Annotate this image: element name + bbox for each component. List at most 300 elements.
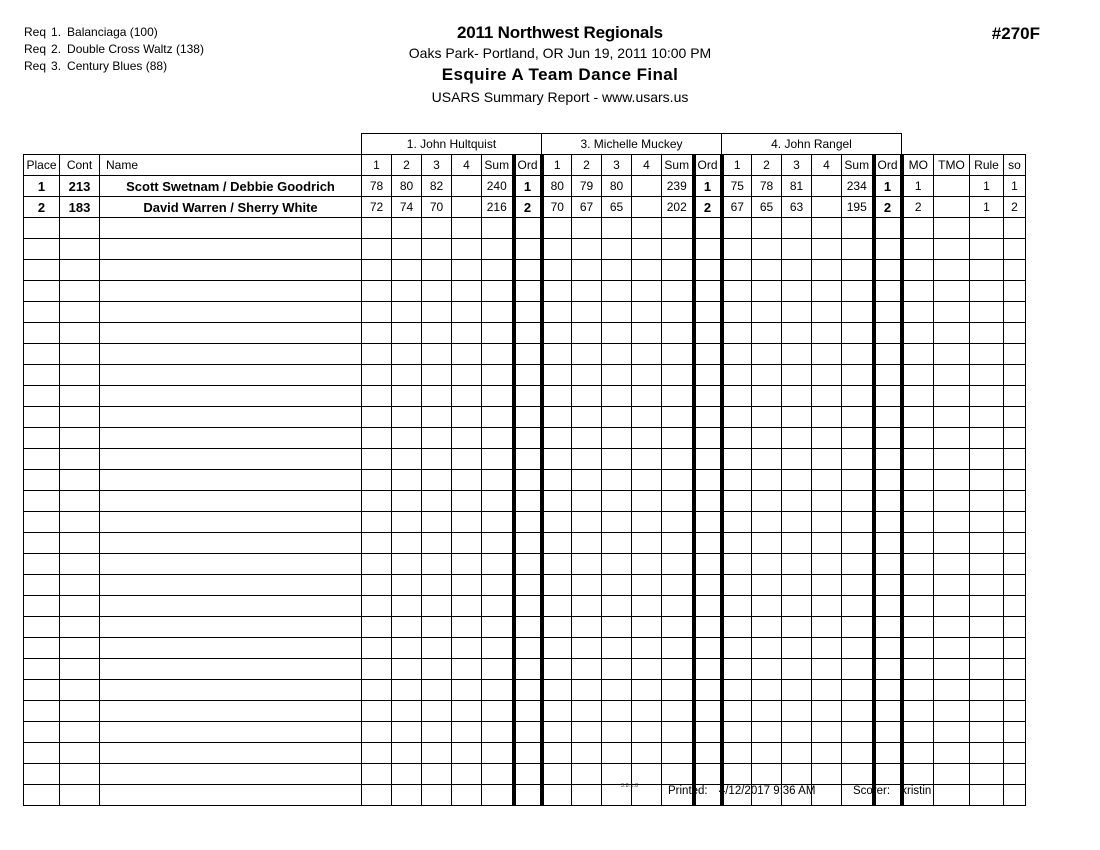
cell-empty <box>542 323 572 344</box>
cell-empty <box>722 218 752 239</box>
column-header-j3-3: 3 <box>782 155 812 176</box>
cell-empty <box>362 407 392 428</box>
cell-empty <box>934 281 970 302</box>
cell-empty <box>782 533 812 554</box>
cell-empty <box>782 218 812 239</box>
cell-empty <box>482 428 514 449</box>
cell-empty <box>362 764 392 785</box>
cell-empty <box>782 680 812 701</box>
cell-cont: 213 <box>60 176 100 197</box>
cell-empty <box>694 260 722 281</box>
cell-empty <box>632 449 662 470</box>
cell-empty <box>874 239 902 260</box>
cell-empty <box>60 386 100 407</box>
cell-empty <box>722 470 752 491</box>
cell-empty <box>902 638 934 659</box>
cell-empty <box>632 638 662 659</box>
cell-j2-s3: 80 <box>602 176 632 197</box>
cell-empty <box>362 449 392 470</box>
cell-empty <box>662 470 694 491</box>
cell-empty <box>902 239 934 260</box>
cell-empty <box>482 323 514 344</box>
cell-empty <box>632 596 662 617</box>
cell-empty <box>602 449 632 470</box>
cell-empty <box>752 701 782 722</box>
cell-empty <box>602 512 632 533</box>
cell-empty <box>970 701 1004 722</box>
requirement-name: Century Blues (88) <box>67 59 168 73</box>
cell-empty <box>392 323 422 344</box>
cell-empty <box>542 365 572 386</box>
cell-empty <box>362 365 392 386</box>
cell-empty <box>842 617 874 638</box>
cell-empty <box>874 449 902 470</box>
version-stamp: 3.8.1.8 <box>621 783 639 789</box>
cell-empty <box>970 344 1004 365</box>
cell-empty <box>694 491 722 512</box>
cell-j2-ord: 1 <box>694 176 722 197</box>
cell-empty <box>60 323 100 344</box>
cell-empty <box>422 491 452 512</box>
cell-empty <box>934 260 970 281</box>
cell-empty <box>934 575 970 596</box>
cell-empty <box>782 281 812 302</box>
cell-empty <box>694 281 722 302</box>
column-header-rule: Rule <box>970 155 1004 176</box>
cell-empty <box>422 659 452 680</box>
cell-empty <box>514 554 542 575</box>
cell-empty <box>60 428 100 449</box>
cell-empty <box>934 239 970 260</box>
cell-empty <box>602 428 632 449</box>
cell-empty <box>602 659 632 680</box>
score-table <box>23 133 1026 806</box>
cell-empty <box>662 239 694 260</box>
event-title: Esquire A Team Dance Final <box>441 65 679 84</box>
cell-empty <box>632 491 662 512</box>
cell-empty <box>482 386 514 407</box>
cell-empty <box>970 386 1004 407</box>
report-source-line: USARS Summary Report - www.usars.us <box>431 89 689 105</box>
cell-empty <box>722 659 752 680</box>
cell-empty <box>812 428 842 449</box>
cell-empty <box>662 218 694 239</box>
cell-empty <box>812 701 842 722</box>
cell-empty <box>632 323 662 344</box>
cell-empty <box>392 764 422 785</box>
cell-empty <box>452 386 482 407</box>
cell-j1-ord: 1 <box>514 176 542 197</box>
table-row <box>24 197 1026 218</box>
cell-empty <box>24 365 60 386</box>
cell-empty <box>572 638 602 659</box>
column-header-j2-sum: Sum <box>662 155 694 176</box>
cell-empty <box>874 386 902 407</box>
cell-empty <box>1004 344 1026 365</box>
cell-empty <box>1004 218 1026 239</box>
cell-empty <box>452 785 482 806</box>
cell-empty <box>100 533 362 554</box>
cell-empty <box>1004 575 1026 596</box>
cell-empty <box>514 617 542 638</box>
cell-empty <box>722 701 752 722</box>
venue-line: Oaks Park- Portland, OR Jun 19, 2011 10:00 PM <box>408 45 712 61</box>
cell-empty <box>842 344 874 365</box>
cell-empty <box>422 344 452 365</box>
cell-empty <box>632 428 662 449</box>
cell-empty <box>970 365 1004 386</box>
judge-header-2: 3. Michelle Muckey <box>542 134 722 155</box>
cell-empty <box>902 365 934 386</box>
cell-empty <box>100 743 362 764</box>
cell-empty <box>24 260 60 281</box>
judge-band-spacer <box>24 134 362 155</box>
cell-empty <box>934 491 970 512</box>
cell-empty <box>694 743 722 764</box>
table-row-empty <box>24 575 1026 596</box>
cell-empty <box>694 512 722 533</box>
cell-empty <box>632 722 662 743</box>
cell-empty <box>572 722 602 743</box>
column-header-tmo: TMO <box>934 155 970 176</box>
printed-value: 4/12/2017 9:36 AM <box>718 785 816 797</box>
cell-tmo <box>934 197 970 218</box>
cell-empty <box>694 449 722 470</box>
cell-empty <box>752 449 782 470</box>
table-row-empty <box>24 554 1026 575</box>
cell-empty <box>902 659 934 680</box>
cell-empty <box>902 764 934 785</box>
cell-empty <box>662 407 694 428</box>
cell-empty <box>842 764 874 785</box>
cell-empty <box>934 512 970 533</box>
table-row-empty <box>24 680 1026 701</box>
cell-empty <box>752 722 782 743</box>
cell-empty <box>934 764 970 785</box>
cell-empty <box>782 344 812 365</box>
cell-empty <box>970 764 1004 785</box>
table-row-empty <box>24 449 1026 470</box>
cell-empty <box>1004 260 1026 281</box>
cell-empty <box>812 407 842 428</box>
cell-empty <box>842 659 874 680</box>
cell-empty <box>362 470 392 491</box>
cell-empty <box>572 344 602 365</box>
cell-empty <box>362 260 392 281</box>
judge-header-1: 1. John Hultquist <box>362 134 542 155</box>
cell-empty <box>24 764 60 785</box>
cell-empty <box>24 218 60 239</box>
cell-empty <box>572 554 602 575</box>
cell-empty <box>970 680 1004 701</box>
cell-empty <box>362 239 392 260</box>
cell-empty <box>482 764 514 785</box>
cell-empty <box>902 722 934 743</box>
cell-empty <box>514 764 542 785</box>
cell-empty <box>514 659 542 680</box>
cell-empty <box>632 764 662 785</box>
printed-label: Printed: <box>668 785 708 797</box>
table-row-empty <box>24 638 1026 659</box>
column-header-name: Name <box>100 155 362 176</box>
cell-empty <box>694 680 722 701</box>
cell-empty <box>572 785 602 806</box>
cell-empty <box>662 596 694 617</box>
cell-empty <box>422 428 452 449</box>
cell-empty <box>752 764 782 785</box>
cell-empty <box>602 386 632 407</box>
cell-empty <box>514 449 542 470</box>
cell-empty <box>24 344 60 365</box>
cell-empty <box>362 281 392 302</box>
cell-empty <box>572 470 602 491</box>
cell-j1-s1: 72 <box>362 197 392 218</box>
cell-empty <box>970 512 1004 533</box>
cell-empty <box>542 764 572 785</box>
cell-empty <box>24 575 60 596</box>
cell-empty <box>362 512 392 533</box>
cell-empty <box>514 596 542 617</box>
cell-empty <box>842 722 874 743</box>
cell-empty <box>392 617 422 638</box>
cell-empty <box>722 407 752 428</box>
cell-empty <box>482 785 514 806</box>
cell-empty <box>842 365 874 386</box>
cell-empty <box>362 701 392 722</box>
cell-empty <box>632 407 662 428</box>
cell-empty <box>572 428 602 449</box>
cell-empty <box>694 533 722 554</box>
requirement-number: 1. <box>51 25 62 39</box>
cell-empty <box>482 344 514 365</box>
cell-empty <box>1004 617 1026 638</box>
table-row-empty <box>24 596 1026 617</box>
cell-empty <box>782 743 812 764</box>
cell-empty <box>60 302 100 323</box>
cell-empty <box>452 722 482 743</box>
cell-empty <box>874 554 902 575</box>
cell-empty <box>60 659 100 680</box>
cell-empty <box>1004 407 1026 428</box>
cell-empty <box>602 701 632 722</box>
cell-empty <box>572 701 602 722</box>
cell-empty <box>452 260 482 281</box>
cell-empty <box>514 701 542 722</box>
cell-empty <box>602 407 632 428</box>
cell-empty <box>722 596 752 617</box>
cell-empty <box>452 407 482 428</box>
cell-empty <box>722 491 752 512</box>
cell-empty <box>842 638 874 659</box>
cell-empty <box>662 302 694 323</box>
cell-empty <box>100 302 362 323</box>
cell-place: 1 <box>24 176 60 197</box>
cell-empty <box>842 239 874 260</box>
cell-j1-sum: 216 <box>482 197 514 218</box>
cell-empty <box>572 659 602 680</box>
table-row-empty <box>24 407 1026 428</box>
cell-empty <box>970 239 1004 260</box>
cell-empty <box>572 596 602 617</box>
cell-empty <box>782 239 812 260</box>
cell-empty <box>60 701 100 722</box>
cell-empty <box>934 428 970 449</box>
cell-empty <box>632 344 662 365</box>
cell-empty <box>452 218 482 239</box>
cell-empty <box>934 386 970 407</box>
cell-empty <box>632 533 662 554</box>
cell-empty <box>100 239 362 260</box>
cell-empty <box>722 302 752 323</box>
cell-empty <box>572 218 602 239</box>
cell-empty <box>362 680 392 701</box>
table-row-empty <box>24 491 1026 512</box>
cell-empty <box>362 785 392 806</box>
cell-empty <box>694 596 722 617</box>
cell-empty <box>934 617 970 638</box>
requirement-tag: Req <box>24 59 47 73</box>
cell-empty <box>874 323 902 344</box>
cell-empty <box>602 491 632 512</box>
cell-empty <box>452 365 482 386</box>
cell-empty <box>874 764 902 785</box>
cell-empty <box>874 659 902 680</box>
cell-empty <box>632 239 662 260</box>
cell-empty <box>24 470 60 491</box>
cell-empty <box>452 617 482 638</box>
cell-empty <box>24 743 60 764</box>
cell-empty <box>60 449 100 470</box>
cell-empty <box>812 344 842 365</box>
cell-empty <box>422 386 452 407</box>
cell-empty <box>970 638 1004 659</box>
cell-empty <box>842 428 874 449</box>
cell-empty <box>392 596 422 617</box>
cell-empty <box>902 617 934 638</box>
cell-empty <box>572 575 602 596</box>
cell-j2-ord: 2 <box>694 197 722 218</box>
cell-empty <box>934 470 970 491</box>
cell-empty <box>362 428 392 449</box>
cell-empty <box>542 260 572 281</box>
cell-empty <box>902 575 934 596</box>
cell-empty <box>812 470 842 491</box>
cell-empty <box>752 386 782 407</box>
cell-empty <box>514 218 542 239</box>
cell-empty <box>482 260 514 281</box>
cell-empty <box>60 239 100 260</box>
cell-empty <box>24 596 60 617</box>
cell-empty <box>752 575 782 596</box>
cell-empty <box>514 260 542 281</box>
cell-empty <box>362 386 392 407</box>
cell-empty <box>934 407 970 428</box>
requirement-number: 3. <box>51 59 62 73</box>
column-header-j2-1: 1 <box>542 155 572 176</box>
cell-empty <box>632 281 662 302</box>
column-header-j1-3: 3 <box>422 155 452 176</box>
cell-empty <box>934 743 970 764</box>
cell-empty <box>100 281 362 302</box>
cell-empty <box>970 617 1004 638</box>
column-header-j2-3: 3 <box>602 155 632 176</box>
cell-empty <box>100 659 362 680</box>
cell-empty <box>632 302 662 323</box>
cell-empty <box>452 743 482 764</box>
cell-empty <box>722 260 752 281</box>
cell-empty <box>662 491 694 512</box>
cell-empty <box>392 281 422 302</box>
column-header-j1-1: 1 <box>362 155 392 176</box>
cell-empty <box>60 743 100 764</box>
cell-empty <box>812 239 842 260</box>
cell-empty <box>662 575 694 596</box>
cell-empty <box>24 449 60 470</box>
cell-empty <box>842 260 874 281</box>
cell-empty <box>970 491 1004 512</box>
cell-name: David Warren / Sherry White <box>100 197 362 218</box>
cell-j1-s4 <box>452 197 482 218</box>
column-header-row <box>24 155 1026 176</box>
column-header-j3-2: 2 <box>752 155 782 176</box>
cell-empty <box>632 386 662 407</box>
cell-empty <box>452 512 482 533</box>
cell-empty <box>752 344 782 365</box>
cell-empty <box>694 239 722 260</box>
cell-empty <box>874 680 902 701</box>
cell-empty <box>722 281 752 302</box>
cell-j1-s1: 78 <box>362 176 392 197</box>
column-header-j3-1: 1 <box>722 155 752 176</box>
cell-empty <box>694 323 722 344</box>
cell-empty <box>1004 785 1026 806</box>
cell-empty <box>842 386 874 407</box>
requirement-line <box>24 41 204 58</box>
cell-rule: 1 <box>970 176 1004 197</box>
cell-empty <box>694 617 722 638</box>
cell-empty <box>970 407 1004 428</box>
cell-empty <box>482 554 514 575</box>
cell-empty <box>514 680 542 701</box>
cell-empty <box>24 680 60 701</box>
cell-empty <box>602 302 632 323</box>
cell-empty <box>422 743 452 764</box>
table-row-empty <box>24 701 1026 722</box>
cell-empty <box>722 680 752 701</box>
table-row-empty <box>24 323 1026 344</box>
cell-empty <box>60 680 100 701</box>
cell-so: 1 <box>1004 176 1026 197</box>
cell-empty <box>812 365 842 386</box>
cell-empty <box>782 470 812 491</box>
cell-empty <box>602 575 632 596</box>
cell-j3-s4 <box>812 176 842 197</box>
cell-empty <box>970 785 1004 806</box>
scorer-stamp <box>853 785 931 797</box>
cell-empty <box>482 218 514 239</box>
cell-empty <box>752 260 782 281</box>
cell-empty <box>362 638 392 659</box>
cell-empty <box>722 323 752 344</box>
cell-empty <box>602 365 632 386</box>
cell-empty <box>542 407 572 428</box>
cell-empty <box>482 239 514 260</box>
cell-empty <box>422 638 452 659</box>
cell-empty <box>662 659 694 680</box>
cell-empty <box>514 344 542 365</box>
cell-j1-s3: 82 <box>422 176 452 197</box>
table-row-empty <box>24 365 1026 386</box>
